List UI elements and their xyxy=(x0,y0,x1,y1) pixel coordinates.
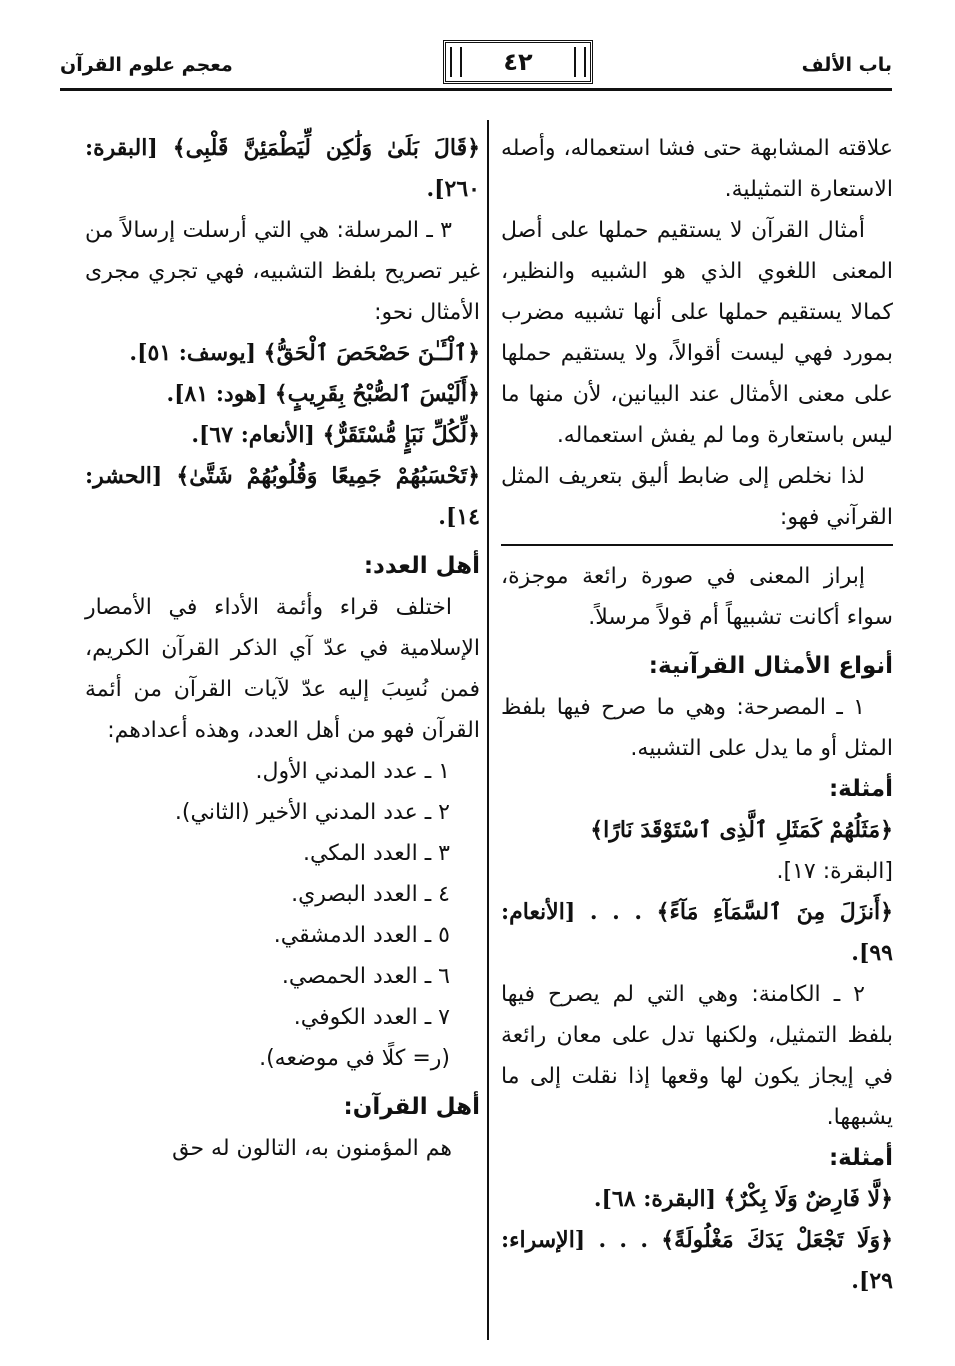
verse: ﴿أَلَيْسَ ٱلصُّبْحُ بِقَرِيبٍ﴾ [هود: ٨١]. xyxy=(166,381,480,407)
left-column xyxy=(85,128,480,1169)
section-heading-quran: أهل القرآن: xyxy=(343,1094,480,1120)
paragraph: علاقته المشابهة حتى فشا استعماله، وأصله الاستعارة التمثيلية. xyxy=(501,136,893,202)
paragraph: لذا نخلص إلى ضابط أليق بتعريف المثل القرآني فهو: xyxy=(501,464,893,530)
verse: ﴿وَلَا تَجْعَلْ يَدَكَ مَغْلُولَةً﴾ . . . [الإسراء: ٢٩]. xyxy=(501,1227,893,1294)
list-item: ٤ ـ العدد البصري. xyxy=(291,882,450,907)
chapter-title: باب الألف xyxy=(801,54,892,76)
verse: ﴿أَنزَلَ مِنَ ٱلسَّمَآءِ مَآءً﴾ . . . [الأنعام: ٩٩]. xyxy=(501,899,893,966)
type-3-paragraph: ٣ ـ المرسلة: هي التي أرسلت إرسالاً من غير تصريح بلفظ التشبيه، فهي تجري مجرى الأمثال نحو: xyxy=(85,218,480,325)
definition-paragraph: إبراز المعنى في صورة رائعة موجزة، سواء أكانت تشبيهاً أم قولاً مرسلاً. xyxy=(501,564,893,630)
section-heading-types: أنواع الأمثال القرآنية: xyxy=(648,653,893,679)
column-divider xyxy=(487,120,489,1340)
page-header xyxy=(60,36,892,91)
paragraph: أمثال القرآن لا يستقيم حملها على أصل المعنى اللغوي الذي هو الشبيه والنظير، كمالا يستقيم حملها على أنها تشبيه مضرب بمورد فهي ليست أقوالاً، ولا يستقيم حملها على معنى الأمثال عند البيانين، لأن منها ما ليس باستعارة وما لم يفش استعماله. xyxy=(501,218,893,448)
page-number-box xyxy=(443,40,593,84)
count-intro-paragraph: اختلف قراء وأئمة الأداء في الأمصار الإسلامية في عدّ آي الذكر القرآن الكريم، فمن نُسِبَ إليه عدّ لآيات القرآن من أئمة القرآن فهو من أهل العدد، وهذه أعدادهم: xyxy=(85,595,480,743)
verse-reference: [البقرة: ١٧]. xyxy=(776,859,893,884)
verse: ﴿ٱلْـَٔـٰنَ حَصْحَصَ ٱلْحَقُّ﴾ [يوسف: ٥١]. xyxy=(129,340,480,366)
list-item: ٣ ـ العدد المكي. xyxy=(302,841,450,866)
list-item: ٦ ـ العدد الحمصي. xyxy=(281,964,450,989)
separator-line xyxy=(501,544,893,546)
verse: ﴿لِّكُلِّ نَبَإٍ مُّسْتَقَرٌّ﴾ [الأنعام: ٦٧]. xyxy=(191,422,480,448)
verse: ﴿تَحْسَبُهُمْ جَمِيعًا وَقُلُوبُهُمْ شَتَّىٰ﴾ [الحشر: ١٤]. xyxy=(85,463,480,530)
quran-intro-paragraph: هم المؤمنون به، التالون له حق xyxy=(172,1136,452,1161)
verse: ﴿لَّا فَارِضٌ وَلَا بِكْرٌ﴾ [البقرة: ٦٨]. xyxy=(593,1186,893,1212)
page-number: ٤٢ xyxy=(503,48,533,76)
see-note: (ر= كلًا في موضعه). xyxy=(259,1046,450,1071)
type-2-paragraph: ٢ ـ الكامنة: وهي التي لم يصرح فيها بلفظ التمثيل، ولكنها تدل على معان رائعة في إيجاز يكون لها وقعها إذا نقلت إلى ما يشبهها. xyxy=(501,982,893,1130)
list-item: ١ ـ عدد المدني الأول. xyxy=(255,759,450,784)
verse: ﴿مَثَلُهُمْ كَمَثَلِ ٱلَّذِى ٱسْتَوْقَدَ نَارًا﴾ xyxy=(590,817,893,843)
examples-label: أمثلة: xyxy=(828,1145,893,1171)
list-item: ٧ ـ العدد الكوفي. xyxy=(293,1005,450,1030)
list-item: ٥ ـ العدد الدمشقي. xyxy=(273,923,450,948)
right-column xyxy=(501,128,893,1302)
book-title: معجم علوم القرآن xyxy=(60,54,233,76)
type-1-paragraph: ١ ـ المصرحة: وهي ما صرح فيها بلفظ المثل أو ما يدل على التشبيه. xyxy=(501,695,893,761)
list-item: ٢ ـ عدد المدني الأخير (الثاني). xyxy=(174,800,450,825)
verse: ﴿قَالَ بَلَىٰ وَلَٰكِن لِّيَطْمَئِنَّ قَلْبِى﴾ [البقرة: ٢٦٠]. xyxy=(85,135,480,202)
section-heading-count: أهل العدد: xyxy=(363,553,480,579)
examples-label: أمثلة: xyxy=(828,776,893,802)
